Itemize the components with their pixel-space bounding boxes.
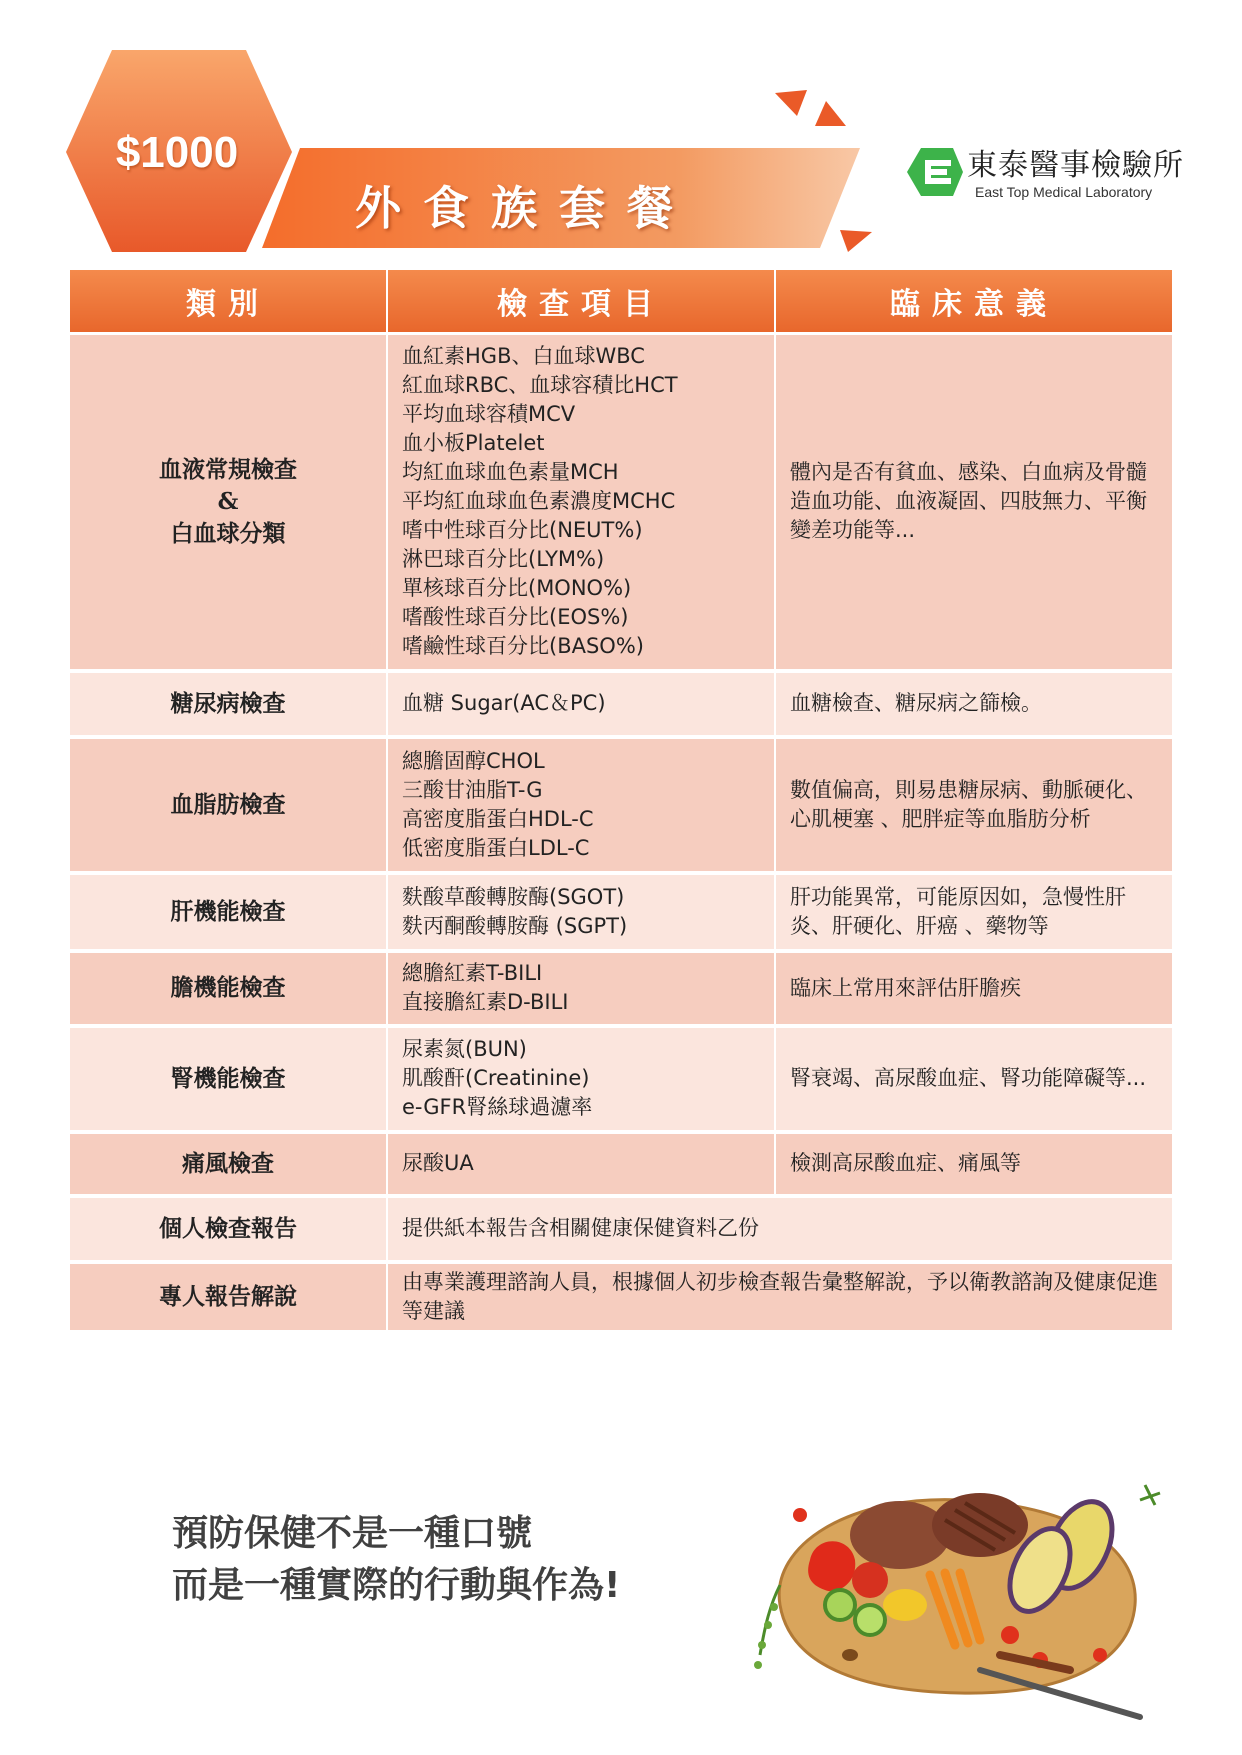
test-item: 低密度脂蛋白LDL-C — [402, 835, 590, 860]
test-item: 高密度脂蛋白HDL-C — [402, 806, 594, 831]
exam-table — [70, 270, 1172, 1334]
row-items — [387, 1026, 775, 1132]
triangle-decoration — [840, 230, 872, 252]
table-row — [70, 1262, 1172, 1332]
row-category — [70, 1196, 387, 1262]
category-line: 專人報告解說 — [159, 1282, 297, 1310]
test-item: 嗜鹼性球百分比(BASO%) — [402, 634, 644, 659]
test-item: 肌酸酐(Creatinine) — [402, 1066, 590, 1090]
row-description: 由專業護理諮詢人員，根據個人初步檢查報告彙整解說，予以衛教諮詢及健康促進等建議 — [387, 1262, 1172, 1332]
test-item: 淋巴球百分比(LYM%) — [402, 547, 605, 572]
cherry-tomato-icon — [1001, 1626, 1019, 1644]
category-line: 血脂肪檢查 — [170, 790, 286, 818]
cucumber-icon — [825, 1590, 855, 1620]
row-items — [387, 1132, 775, 1196]
corn-icon — [883, 1589, 927, 1621]
lab-name-zh: 東泰醫事檢驗所 — [967, 148, 1184, 183]
category-line: 肝機能檢查 — [170, 897, 286, 925]
board-hole-icon — [842, 1649, 858, 1661]
test-item: 三酸甘油脂T-G — [402, 777, 543, 802]
row-category — [70, 1262, 387, 1332]
test-item: 尿素氮(BUN) — [402, 1037, 527, 1061]
row-meaning: 腎衰竭、高尿酸血症、腎功能障礙等... — [775, 1026, 1172, 1132]
test-item: 血小板Platelet — [402, 431, 545, 456]
header-category: 類別 — [70, 270, 387, 334]
slogan-line-1: 預防保健不是一種口號 — [172, 1513, 533, 1554]
row-category — [70, 737, 387, 873]
header-meaning: 臨床意義 — [775, 270, 1172, 334]
test-item: 尿酸UA — [402, 1151, 474, 1175]
table-row — [70, 1132, 1172, 1196]
row-items — [387, 671, 775, 737]
table-row — [70, 951, 1172, 1026]
category-line: 個人檢查報告 — [159, 1214, 297, 1242]
test-item: 總膽固醇CHOL — [402, 748, 545, 773]
table-row — [70, 671, 1172, 737]
row-meaning: 血糖檢查、糖尿病之篩檢。 — [775, 671, 1172, 737]
row-meaning: 體內是否有貧血、感染、白血病及骨髓造血功能、血液凝固、四肢無力、平衡變差功能等... — [775, 334, 1172, 671]
category-line: 腎機能檢查 — [170, 1064, 286, 1092]
slogan — [172, 1508, 620, 1612]
row-category — [70, 951, 387, 1026]
page-title: 外食族套餐 — [355, 181, 695, 235]
triangle-decoration — [815, 101, 846, 126]
test-item: 平均血球容積MCV — [402, 402, 576, 427]
header-items: 檢查項目 — [387, 270, 775, 334]
row-category — [70, 334, 387, 671]
category-line: 糖尿病檢查 — [170, 689, 286, 717]
test-item: 總膽紅素T-BILI — [402, 961, 543, 985]
test-item: 均紅血球血色素量MCH — [402, 460, 619, 485]
row-items — [387, 873, 775, 951]
row-meaning: 檢測高尿酸血症、痛風等 — [775, 1132, 1172, 1196]
test-item: 血紅素HGB、白血球WBC — [402, 344, 645, 369]
row-meaning: 數值偏高，則易患糖尿病、動脈硬化、心肌梗塞 、肥胖症等血脂肪分析 — [775, 737, 1172, 873]
row-meaning: 肝功能異常，可能原因如，急慢性肝炎、肝硬化、肝癌 、藥物等 — [775, 873, 1172, 951]
cucumber-icon — [855, 1605, 885, 1635]
test-item: 平均紅血球血色素濃度MCHC — [402, 489, 676, 514]
table-row — [70, 1196, 1172, 1262]
test-item: 血糖 Sugar(AC＆PC) — [402, 691, 606, 715]
category-line: & — [217, 487, 239, 515]
lab-logo-icon — [905, 144, 965, 200]
row-meaning: 臨床上常用來評估肝膽疾 — [775, 951, 1172, 1026]
herb-icon — [1140, 1485, 1160, 1505]
table-row — [70, 873, 1172, 951]
cherry-tomato-icon — [1093, 1648, 1107, 1662]
table-row — [70, 737, 1172, 873]
test-item: 直接膽紅素D-BILI — [402, 990, 569, 1014]
slogan-line-2: 而是一種實際的行動與作為! — [172, 1565, 621, 1606]
triangle-decoration — [775, 90, 807, 116]
row-items — [387, 951, 775, 1026]
test-item: 麩酸草酸轉胺酶(SGOT) — [402, 884, 625, 909]
test-item: 單核球百分比(MONO%) — [402, 576, 632, 601]
cherry-tomato-icon — [793, 1508, 807, 1522]
row-description: 提供紙本報告含相關健康保健資料乙份 — [387, 1196, 1172, 1262]
row-category — [70, 1132, 387, 1196]
price-label: $1000 — [115, 128, 239, 177]
lab-logo — [905, 140, 1195, 210]
category-line: 膽機能檢查 — [170, 974, 286, 1001]
row-category — [70, 671, 387, 737]
test-item: e-GFR腎絲球過濾率 — [402, 1095, 593, 1119]
header-banner — [0, 0, 1242, 265]
food-illustration — [740, 1455, 1180, 1735]
test-item: 嗜酸性球百分比(EOS%) — [402, 605, 629, 630]
test-item: 麩丙酮酸轉胺酶 (SGPT) — [402, 913, 628, 938]
table-row — [70, 334, 1172, 671]
row-items — [387, 334, 775, 671]
category-line: 白血球分類 — [170, 519, 286, 547]
table-header-row — [70, 270, 1172, 334]
category-line: 血液常規檢查 — [159, 455, 297, 483]
tomato-icon — [852, 1562, 888, 1598]
test-item: 嗜中性球百分比(NEUT%) — [402, 518, 643, 543]
test-item: 紅血球RBC、血球容積比HCT — [402, 373, 678, 398]
category-line: 痛風檢查 — [182, 1149, 274, 1177]
table-row — [70, 1026, 1172, 1132]
row-items — [387, 737, 775, 873]
row-category — [70, 1026, 387, 1132]
row-category — [70, 873, 387, 951]
lab-name-en: East Top Medical Laboratory — [975, 184, 1153, 200]
